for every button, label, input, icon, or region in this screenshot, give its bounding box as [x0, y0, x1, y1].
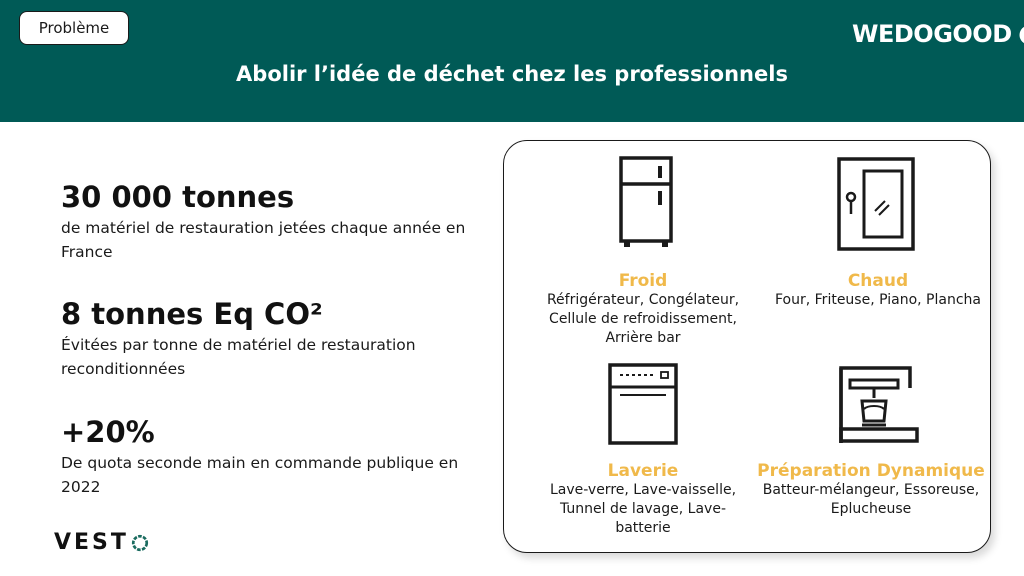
stat-description: de matériel de restauration jetées chaque année en France [61, 218, 466, 261]
logo-text: WEDOGOOD [852, 20, 1012, 48]
vesto-ring-icon [131, 534, 149, 552]
stat-description: Évitées par tonne de matériel de restauration reconditionnées [61, 335, 416, 378]
stat-value: 30 000 tonnes [61, 180, 295, 214]
stat-co2 [61, 299, 481, 381]
mixer-icon [838, 363, 920, 445]
category-title: Froid [618, 271, 668, 291]
stat-quota [61, 417, 481, 499]
category-title: Chaud [847, 271, 909, 291]
leaf-circle-icon [1018, 22, 1024, 46]
fridge-icon [618, 155, 674, 249]
header-banner [0, 0, 1024, 122]
vesto-logo-text: VEST [54, 530, 129, 555]
wedogood-logo [852, 16, 1024, 52]
category-chaud [770, 271, 986, 310]
category-title: Préparation Dynamique [757, 461, 985, 481]
stat-waste [61, 182, 481, 264]
section-badge: Problème [19, 11, 129, 45]
category-laverie [534, 461, 752, 538]
category-description: Batteur-mélangeur, Essoreuse, Eplucheuse [762, 482, 980, 517]
category-title: Laverie [607, 461, 679, 481]
dishwasher-icon [608, 363, 678, 445]
stat-value: +20% [61, 415, 155, 449]
oven-icon [837, 157, 915, 251]
equipment-card [503, 140, 991, 553]
stat-description: De quota seconde main en commande publique en 2022 [61, 453, 459, 496]
category-description: Four, Friteuse, Piano, Plancha [775, 292, 981, 308]
page-title: Abolir l’idée de déchet chez les professionnels [236, 62, 788, 86]
stat-value: 8 tonnes Eq CO² [61, 297, 323, 331]
category-description: Lave-verre, Lave-vaisselle, Tunnel de lavage, Lave-batterie [549, 482, 737, 536]
category-description: Réfrigérateur, Congélateur, Cellule de refroidissement, Arrière bar [546, 292, 740, 346]
category-preparation [754, 461, 988, 519]
vesto-logo [54, 530, 149, 555]
category-froid [528, 271, 758, 348]
